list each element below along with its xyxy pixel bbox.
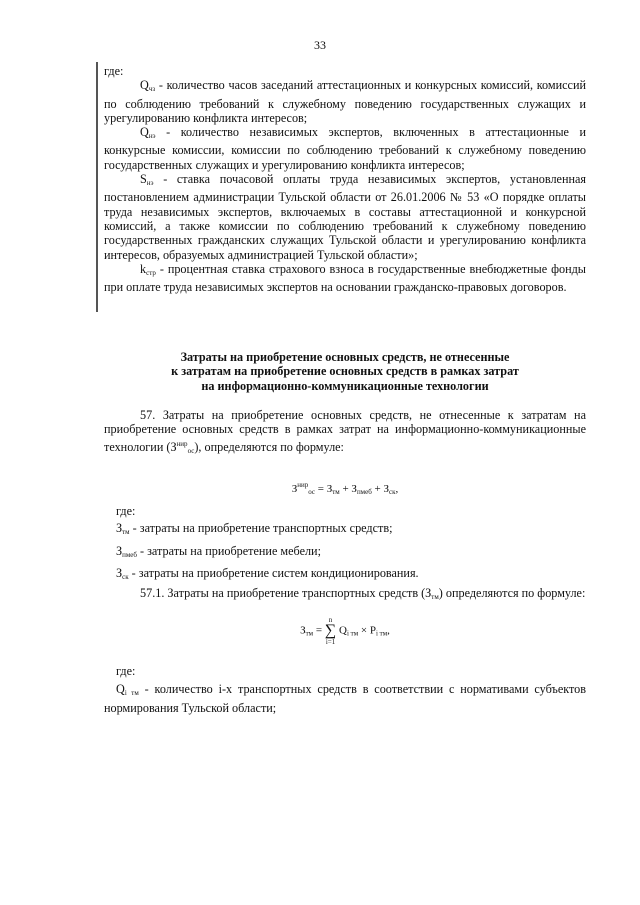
definition-qi-tm [104,682,586,715]
f1-term-3: + З [374,483,390,495]
f1-term-1: = З [317,483,333,495]
definition-text: - количество часов заседаний аттестационных и конкурсных комиссий, комиссий по соблюдению требований к служебному поведению государственных служащих и урегулированию конфликта интересов; [104,78,587,125]
where-label: где: [104,64,124,78]
f2-end: , [387,624,390,637]
p57-sup: нир [176,439,188,448]
page-number: 33 [314,38,326,52]
definition-text: - ставка почасовой оплаты труда независимых экспертов, установленная постановлением администрации Тульской области от 26.01.2006 № 53 «О порядке оплаты труда независимых экспертов, включаемых в составы аттестационной и конкурсной комиссий, а также комиссии по соблюдению требований к служебному поведению государственных гражданских служащих Тульской области и урегулированию конфликта интересов, образуемых администрацией Тульской области»; [104,172,587,262]
f2-lhs-sub: тм [305,629,314,638]
f2-eq: = [315,624,323,637]
definition-z-sk [104,566,586,584]
symbol-sub: чз [148,85,156,94]
f1-lhs: З [291,483,298,495]
p571-body: 57.1. Затраты на приобретение транспортных средств (З [140,586,432,600]
f1-term-3-sub: ск [389,488,396,496]
definition-k-str [104,262,586,295]
f2-times: × [360,624,368,637]
definition-z-pmeb [104,544,586,562]
symbol-sub: нэ [148,132,156,141]
definition-text: - затраты на приобретение систем кондиционирования. [131,565,419,580]
definition-text: - количество i-х транспортных средств в соответствии с нормативами субъектов нормирования Тульской области; [104,682,586,715]
definition-s-nz [104,172,586,262]
definition-text: - затраты на приобретение транспортных средств; [132,521,393,536]
paragraph-57-text [104,408,586,458]
symbol: Q [140,78,149,93]
heading-line-3: на информационно-коммуникационные технологии [201,378,489,393]
symbol: k [140,261,147,276]
p57-sub: ос [187,446,195,455]
f1-term-2-sub: пмеб [356,488,372,496]
definitions-block-3 [104,664,586,715]
p571-tail: ) определяются по формуле: [438,586,586,600]
f2-lower: i=1 [325,638,336,646]
symbol-sub: пмеб [122,550,137,559]
definition-text: - затраты на приобретение мебели; [140,543,321,558]
symbol: З [116,565,123,580]
p57-tail: ), определяются по формуле: [194,439,344,454]
f2-p-sub: i тм [375,629,388,638]
formula-2-line [104,616,586,646]
where-label-2: где: [116,504,136,518]
symbol-sub: стр [146,268,156,277]
paragraph-57 [104,408,586,458]
definitions-block-1 [104,64,586,294]
f2-lhs: З [300,624,306,637]
formula-2 [104,616,586,646]
section-heading [104,350,586,393]
definition-text: - процентная ставка страхового взноса в государственные внебюджетные фонды при оплате труда независимых экспертов на основании гражданско-правовых договоров. [104,261,586,295]
heading-line-2: к затратам на приобретение основных средств в рамках затрат [171,364,519,379]
f2-p: P [369,624,376,637]
sigma-icon: ∑ [324,622,337,639]
f1-lhs-sub: ос [308,488,315,496]
formula-1-line [104,478,586,499]
symbol-sub: i тм [124,689,139,698]
p57-body: 57. Затраты на приобретение основных средств, не отнесенные к затратам на приобретение основных средств в рамках затрат на информационно-коммуникационные технологии (З [104,408,586,454]
symbol: З [116,521,123,536]
definition-text: - количество независимых экспертов, включенных в аттестационные и конкурсные комиссии, комиссии по соблюдению требований к служебному поведению государственных служащих и урегулированию конфликта интересов; [104,125,586,172]
p571-sub: тм [431,593,439,601]
paragraph-57-1 [104,586,586,604]
definition-z-tm [104,521,586,539]
symbol-sub: тм [122,528,130,537]
symbol: З [116,543,123,558]
f2-sum [325,616,336,646]
f1-term-2: + З [342,483,357,495]
f1-term-1-sub: тм [332,488,340,496]
symbol-sub: нэ [146,179,154,188]
symbol: Q [116,682,125,697]
margin-line [96,62,98,312]
heading-line-1: Затраты на приобретение основных средств, не отнесенные [180,350,510,364]
symbol: Q [140,125,149,140]
definition-q-nz [104,125,586,172]
f2-upper: n [328,616,333,624]
symbol-sub: ск [122,572,129,581]
definition-q-chz [104,78,586,125]
f1-lhs-sup: нир [297,481,309,489]
definitions-block-2 [104,504,586,584]
symbol: S [140,172,147,187]
f1-end: , [395,483,399,495]
f2-q: Q [338,624,347,637]
f2-q-sub: i тм [346,629,359,638]
where-label-3: где: [116,664,136,678]
paragraph-57-1-text [104,586,586,604]
formula-1 [104,478,586,499]
